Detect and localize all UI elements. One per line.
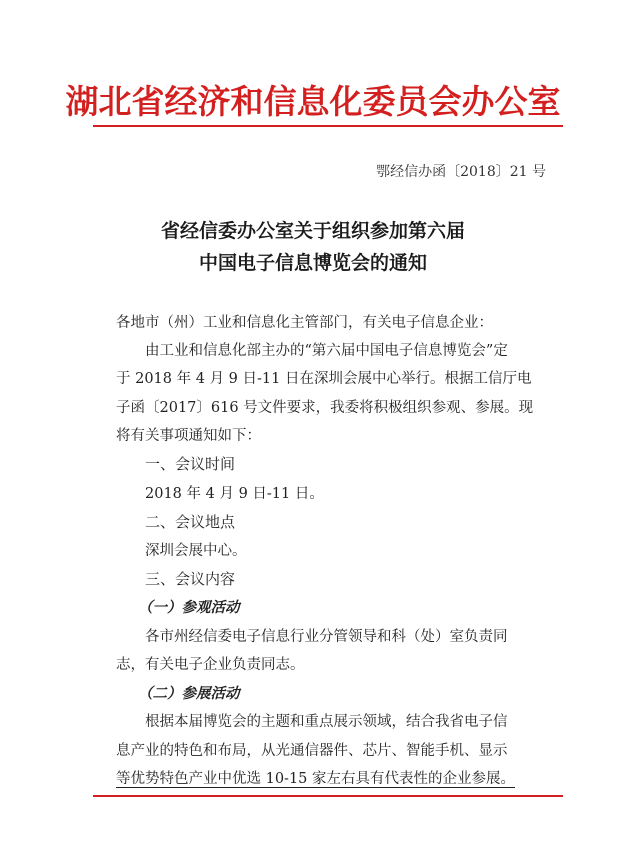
subsection2-line-1: 根据本届博览会的主题和重点展示领域，结合我省电子信 [145, 714, 508, 730]
subsection2-line-3: 等优势特色产业中优选 10-15 家左右具有代表性的企业参展。 [116, 771, 516, 787]
subsection1-line-1: 各市州经信委电子信息行业分管领导和科（处）室负责同 [145, 629, 508, 645]
document-title-line2: 中国电子信息博览会的通知 [198, 252, 427, 274]
section1-heading: 一、会议时间 [145, 455, 236, 473]
document-title-line1: 省经信委办公室关于组织参加第六届 [160, 220, 465, 242]
footer-red-rule [93, 795, 563, 797]
section3-heading: 三、会议内容 [145, 570, 236, 588]
document-number: 鄂经信办函〔2018〕21 号 [376, 164, 546, 180]
section1-text: 2018 年 4 月 9 日-11 日。 [145, 486, 324, 502]
salutation: 各地市（州）工业和信息化主管部门，有关电子信息企业： [116, 315, 493, 331]
subsection1-heading: （一）参观活动 [138, 599, 240, 616]
subsection1-line-2: 志，有关电子企业负责同志。 [116, 657, 305, 673]
subsection2-heading: （二）参展活动 [138, 685, 240, 702]
letterhead-red-rule [93, 125, 563, 127]
letterhead-org-name: 湖北省经济和信息化委员会办公室 [65, 82, 561, 121]
intro-line-3: 子函〔2017〕616 号文件要求，我委将积极组织参观、参展。现 [116, 400, 534, 416]
intro-line-2: 于 2018 年 4 月 9 日-11 日在深圳会展中心举行。根据工信厅电 [116, 371, 532, 387]
intro-line-1: 由工业和信息化部主办的“第六届中国电子信息博览会”定 [145, 343, 508, 359]
subsection2-line-2: 息产业的特色和布局，从光通信器件、芯片、智能手机、显示 [116, 743, 508, 759]
section2-heading: 二、会议地点 [145, 513, 236, 531]
intro-line-4: 将有关事项通知如下： [116, 428, 261, 444]
section2-text: 深圳会展中心。 [145, 543, 247, 559]
